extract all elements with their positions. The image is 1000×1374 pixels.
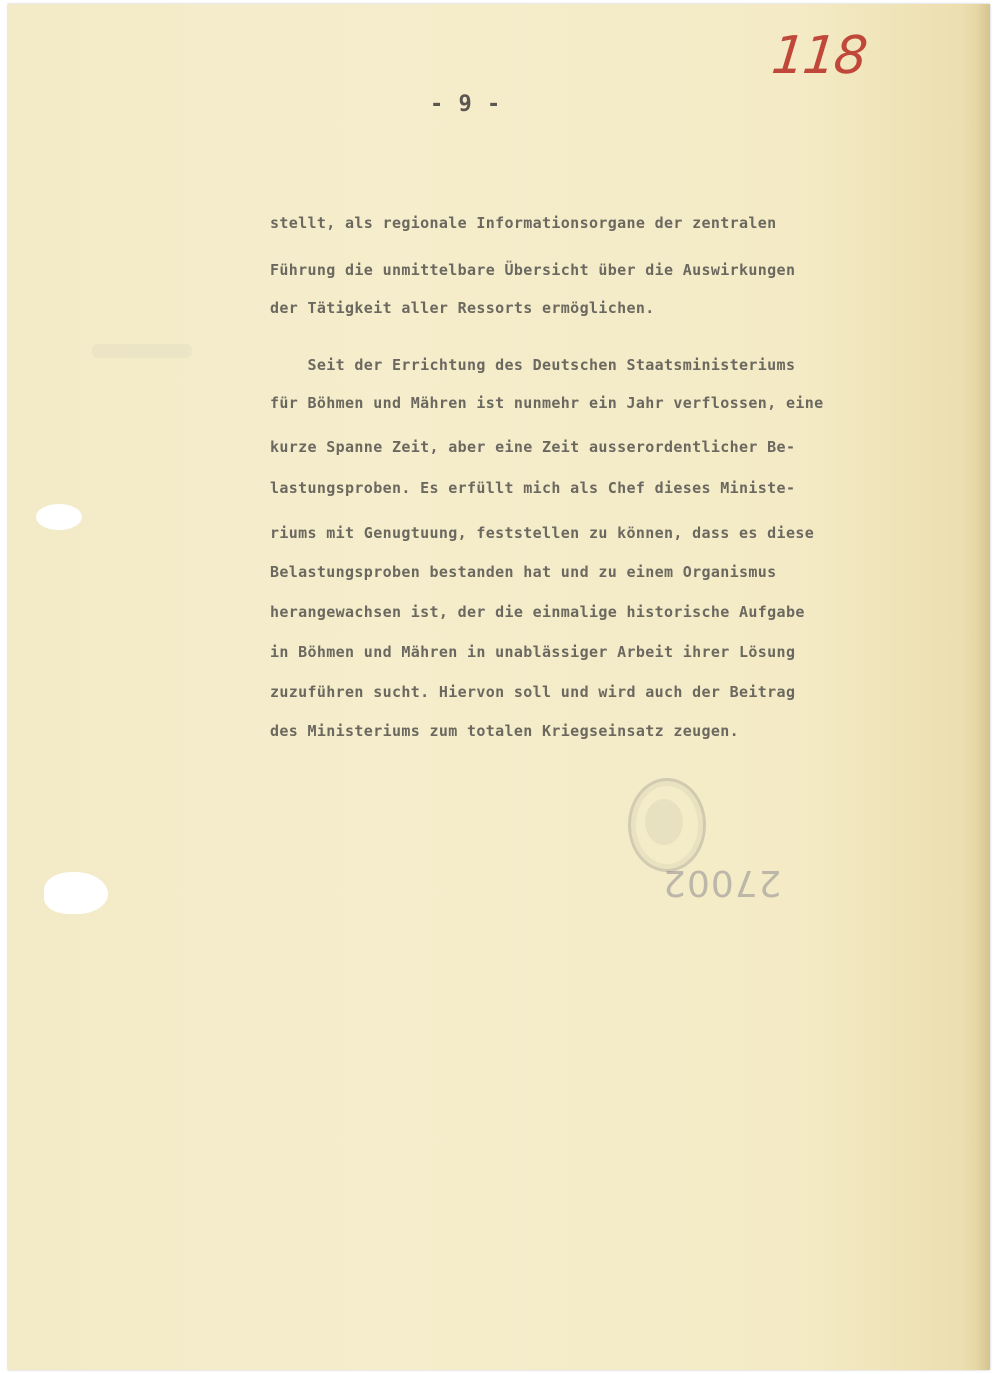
paper-edge xyxy=(976,4,990,1370)
text-line-3: der Tätigkeit aller Ressorts ermöglichen. xyxy=(270,299,655,317)
text-line-9: Belastungsproben bestanden hat und zu einem Organismus xyxy=(270,563,777,581)
text-line-8: riums mit Genugtuung, feststellen zu können, dass es diese xyxy=(270,524,815,542)
text-line-13: des Ministeriums zum totalen Kriegseinsatz zeugen. xyxy=(270,722,740,740)
faint-bleedthrough-mark xyxy=(92,344,192,358)
text-line-4: Seit der Errichtung des Deutschen Staatsministeriums xyxy=(270,356,796,374)
page-number: - 9 - xyxy=(430,92,502,117)
text-line-1: stellt, als regionale Informationsorgane der zentralen xyxy=(270,214,777,232)
text-line-5: für Böhmen und Mähren ist nunmehr ein Jahr verflossen, eine xyxy=(270,394,824,412)
text-line-6: kurze Spanne Zeit, aber eine Zeit ausserordentlicher Be- xyxy=(270,438,796,456)
stamp-center xyxy=(645,799,683,845)
archive-number: 27002 xyxy=(662,862,782,903)
handwritten-folio-number: 118 xyxy=(768,26,869,86)
text-line-2: Führung die unmittelbare Übersicht über die Auswirkungen xyxy=(270,261,796,279)
faded-round-stamp xyxy=(628,778,706,872)
text-line-10: herangewachsen ist, der die einmalige historische Aufgabe xyxy=(270,603,805,621)
punch-hole-lower xyxy=(44,872,108,914)
punch-hole-upper xyxy=(36,504,82,530)
text-line-7: lastungsproben. Es erfüllt mich als Chef dieses Ministe- xyxy=(270,479,796,497)
text-line-11: in Böhmen und Mähren in unablässiger Arbeit ihrer Lösung xyxy=(270,643,796,661)
text-line-12: zuzuführen sucht. Hiervon soll und wird auch der Beitrag xyxy=(270,683,796,701)
